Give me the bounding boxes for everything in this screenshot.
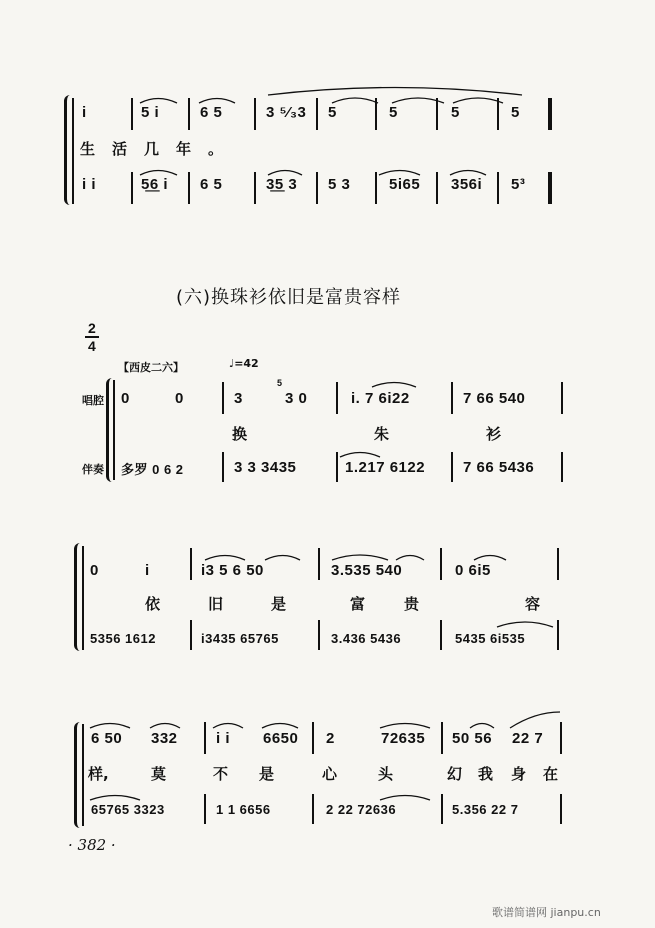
note-group: 6 5	[200, 176, 223, 193]
note-group: i	[82, 104, 87, 121]
lyric: 换	[232, 425, 248, 443]
slur	[90, 724, 130, 729]
lyric: 心	[322, 765, 338, 783]
slur	[140, 171, 177, 176]
note-group: 2 22 72636	[326, 802, 397, 817]
note-group: 5 i	[141, 104, 160, 121]
note-group: i	[145, 562, 150, 579]
lyric: 容	[525, 595, 541, 613]
lyric: 莫	[151, 765, 167, 783]
slur	[392, 98, 444, 103]
slur	[90, 796, 140, 801]
lyric: 我	[478, 765, 494, 783]
page-number: · 382 ·	[68, 836, 116, 854]
slur	[470, 724, 494, 729]
note-group: 3.436 5436	[331, 631, 402, 646]
note-group: 5	[328, 104, 337, 121]
lyric: 贵	[404, 595, 420, 613]
lyric: 衫	[486, 425, 502, 443]
voice-part-label: 唱腔	[82, 394, 104, 407]
note-group: i i	[82, 176, 97, 193]
section-title: (六)换珠衫依旧是富贵容样	[176, 287, 402, 308]
slur	[510, 712, 560, 728]
note-group: 5356 1612	[90, 631, 156, 646]
note-group: 65765 3323	[91, 802, 165, 817]
note-group: 356i	[451, 176, 483, 193]
note-group: 3.535 540	[331, 562, 403, 579]
grace-note: 5	[277, 378, 283, 388]
slur	[379, 171, 420, 176]
slur	[140, 99, 177, 104]
slur	[332, 98, 378, 103]
note-group: 5³	[511, 176, 526, 193]
note-group: 5	[511, 104, 520, 121]
note-group: 3 3 3435	[234, 459, 297, 476]
lyric: 是	[271, 595, 287, 613]
note-group: 0	[175, 390, 184, 407]
note-group: 7 66 5436	[463, 459, 535, 476]
note-group: 1.217 6122	[345, 459, 426, 476]
note-group: 72635	[381, 730, 426, 747]
note-group: 6 5	[200, 104, 223, 121]
lyric: 头	[378, 765, 394, 783]
slur	[268, 171, 302, 176]
note-group: 22 7	[512, 730, 544, 747]
lyric: 依	[145, 595, 161, 613]
lyric: 不	[213, 765, 229, 783]
lyric: 在	[543, 765, 559, 783]
slur	[205, 556, 245, 561]
note-group: 5i65	[389, 176, 421, 193]
slur	[213, 724, 243, 729]
note-group: 5435 6i535	[455, 631, 526, 646]
note-group: 5.356 22 7	[452, 802, 519, 817]
note-group: i. 7 6i22	[351, 390, 410, 407]
accompaniment-part-label: 伴奏	[82, 463, 104, 476]
slur	[199, 99, 235, 104]
lyric: 身	[511, 765, 527, 783]
slur	[372, 383, 416, 388]
note-group: 0 6i5	[455, 562, 491, 579]
note-group: 多罗 0 6 2	[121, 462, 184, 477]
slur	[150, 724, 180, 729]
lyric: 样,	[88, 765, 109, 783]
tempo-marking: ♩=42	[229, 357, 259, 370]
lyric: 旧	[208, 595, 224, 613]
lyric: 富	[350, 595, 366, 613]
slur	[474, 556, 506, 561]
note-group: i3 5 6 50	[201, 562, 264, 579]
time-signature-bottom: 4	[88, 338, 97, 354]
slur	[380, 796, 430, 801]
note-group: 3 ⁵⁄₃3	[266, 104, 307, 121]
slur	[396, 556, 424, 561]
long-slur	[268, 88, 522, 96]
slur	[453, 98, 503, 103]
note-group: 0	[90, 562, 99, 579]
slur	[450, 171, 486, 176]
note-group: 3	[234, 390, 243, 407]
slur	[340, 453, 380, 458]
note-group: 6650	[263, 730, 299, 747]
tune-label: 【西皮二六】	[118, 361, 184, 374]
watermark: 歌谱简谱网 jianpu.cn	[492, 906, 601, 919]
note-group: 5	[451, 104, 460, 121]
note-group: 0	[121, 390, 130, 407]
note-group: 3 0	[285, 390, 308, 407]
slur	[497, 622, 553, 627]
lyric: 是	[259, 765, 275, 783]
slur	[262, 724, 298, 729]
note-group: 50 56	[452, 730, 493, 747]
lyric: 朱	[374, 425, 390, 443]
note-group: 5	[389, 104, 398, 121]
note-group: 3͟5 3	[266, 176, 298, 193]
lyric: 幻	[447, 765, 463, 783]
slur	[332, 555, 388, 560]
note-group: 5 3	[328, 176, 351, 193]
slur	[265, 556, 300, 561]
note-group: 5͟6 i	[141, 176, 169, 193]
note-group: 1 1 6656	[216, 802, 271, 817]
note-group: 2	[326, 730, 335, 747]
note-group: 332	[151, 730, 178, 747]
note-group: 6 50	[91, 730, 123, 747]
slur	[380, 724, 430, 729]
lyrics-line: 生活几年。	[80, 140, 241, 158]
time-signature-top: 2	[88, 320, 97, 336]
note-group: i3435 65765	[201, 631, 279, 646]
note-group: 7 66 540	[463, 390, 526, 407]
note-group: i i	[216, 730, 231, 747]
